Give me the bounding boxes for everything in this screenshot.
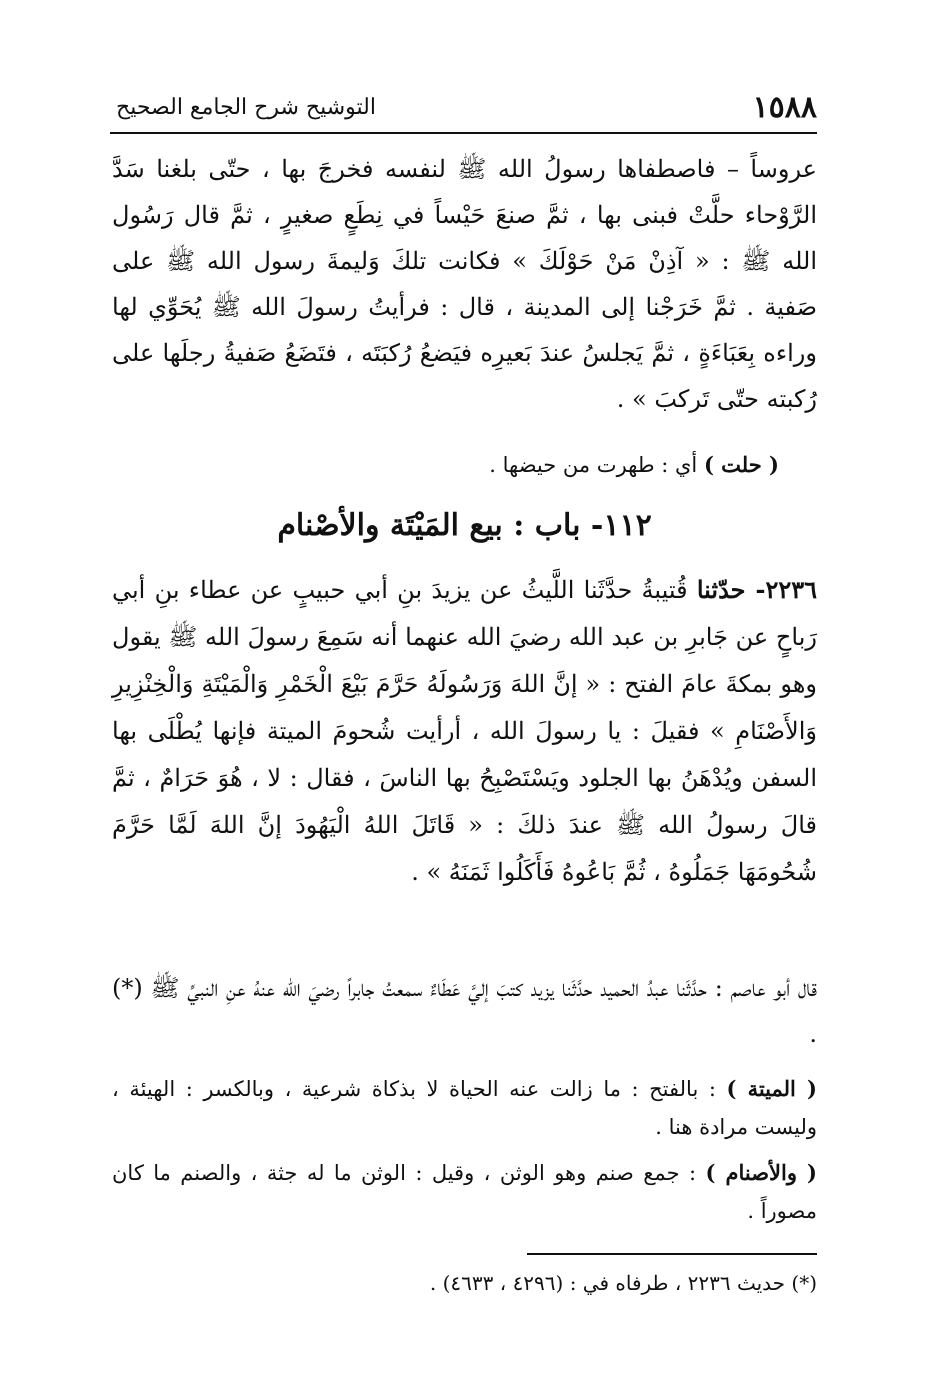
gloss-term: ( حلت ) xyxy=(703,452,779,477)
hadith-number: ٢٢٣٦- حدّثنا xyxy=(696,575,818,604)
running-title: التوشيح شرح الجامع الصحيح xyxy=(116,95,376,120)
paragraph-text: عروساً – فاصطفاها رسولُ الله ﷺ لنفسه فخرجَ بها ، حتّى بلغنا سَدَّ الرَّوْحاء حلَّتْ فبنى بها ، ثمَّ صنعَ حَيْساً في نِطَعٍ صغيرٍ ، ثمَّ قال رَسُول الله ﷺ : « آذِنْ مَنْ حَوْلَكَ » فكانت تلكَ وَليمةَ رسول الله ﷺ على صَفية . ثمَّ خَرَجْنا إلى المدينة ، قال : فرأيتُ رسولَ الله ﷺ يُحَوِّي لها وراءه بِعَبَاءَةٍ ، ثمَّ يَجلسُ عندَ بَعيرِه فيَضعُ رُكبَتَه ، فتَضَعُ صَفيةُ رجلَها على رُكبته حتّى تَركبَ » . xyxy=(112,155,817,413)
gloss-note xyxy=(112,447,779,483)
narration-paragraph xyxy=(112,965,817,1057)
page-header xyxy=(110,88,817,134)
gloss-note-asnam xyxy=(112,1154,817,1230)
hadith-continuation-paragraph xyxy=(112,146,817,422)
hadith-paragraph xyxy=(112,566,817,896)
footnote-divider xyxy=(527,1253,817,1255)
chapter-heading: ١١٢- باب : بيع المَيْتَة والأصْنام xyxy=(277,508,652,543)
gloss-notes xyxy=(112,1070,817,1238)
gloss-text: أي : طهرت من حيضها . xyxy=(489,453,704,477)
gloss-text: : بالفتح : ما زالت عنه الحياة لا بذكاة شرعية ، وبالكسر : الهيئة ، وليست مرادة هنا . xyxy=(112,1077,817,1139)
gloss-note-maytah xyxy=(112,1070,817,1146)
page-number: ١٥٨٨ xyxy=(752,90,817,125)
gloss-text: : جمع صنم وهو الوثن ، وقيل : الوثن ما له جثة ، والصنم ما كان مصوراً . xyxy=(112,1161,817,1223)
footnote: (*) حديث ٢٢٣٦ ، طرفاه في : (٤٢٩٦ ، ٤٦٣٣) . xyxy=(429,1271,817,1295)
hadith-text: قُتيبةُ حدَّثَنا اللَّيثُ عن يزيدَ بنِ أبي حبيبٍ عن عطاء بنِ أبي رَباحٍ عن جَابرِ بن عبد الله رضيَ الله عنهما أنه سَمِعَ رسولَ الله ﷺ يقول وهو بمكةَ عامَ الفتح : « إنَّ اللهَ وَرَسُولَهُ حَرَّمَ بَيْعَ الْخَمْرِ وَالْمَيْتَةِ وَالْخِنْزِيرِ وَالأَصْنَامِ » فقيلَ : يا رسولَ الله ، أرأيت شُحومَ الميتة فإنها يُطْلَى بها السفن ويُدْهَنُ بها الجلود ويَسْتَصْبِحُ بها الناسَ ، فقال : لا ، هُوَ حَرَامٌ ، ثمَّ قالَ رسولُ الله ﷺ عندَ ذلكَ : « قَاتَلَ اللهُ الْيَهُودَ إنَّ اللهَ لَمَّا حَرَّمَ شُحُومَهَا جَمَلُوهُ ، ثُمَّ بَاعُوهُ فَأَكَلُوا ثَمَنَهُ » . xyxy=(112,576,818,886)
gloss-term: ( والأصنام ) xyxy=(705,1160,817,1185)
paragraph-text: قال أبو عاصم : حدَّثَنا عبدُ الحميد حدَّثَنا يزيد كتبَ إليَّ عَطَاءٌ سمعتُ جابراً رضيَ الله عنهُ عنِ النبيِّ ﷺ (*) . xyxy=(112,974,817,1048)
gloss-term: ( الميتة ) xyxy=(726,1076,817,1101)
